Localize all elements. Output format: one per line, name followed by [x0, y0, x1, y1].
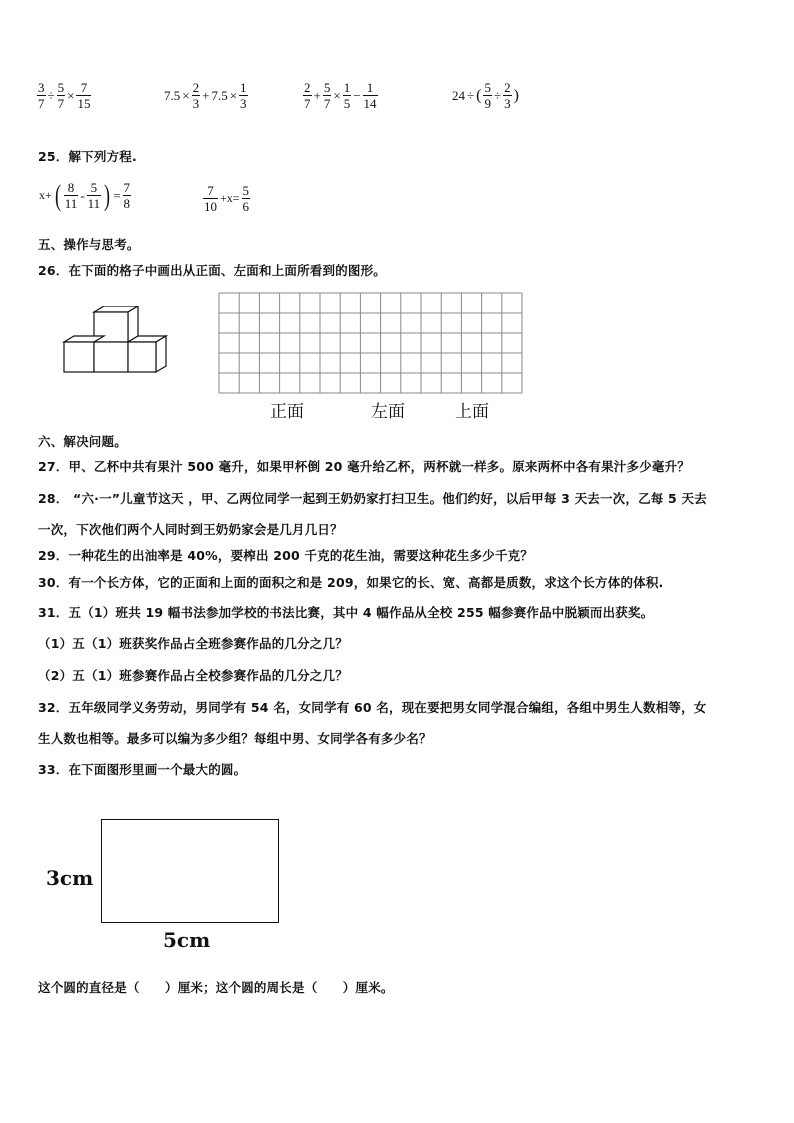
- question-31-part-1: （1）五（1）班获奖作品占全班参赛作品的几分之几？: [38, 636, 348, 651]
- left-paren: (: [476, 86, 482, 104]
- grid-label-left: 左面: [371, 402, 405, 422]
- denominator: 9: [484, 96, 491, 111]
- drawing-grid[interactable]: [218, 292, 526, 394]
- question-28-line-1: 28． “六·一”儿童节这天 ，甲、乙两位同学一起到王奶奶家打扫卫生。他们约好，以后甲每 3 天去一次，乙每 5 天去: [38, 491, 707, 506]
- variable-term: x+: [39, 188, 52, 202]
- number: 24: [452, 87, 465, 103]
- grid-label-front: 正面: [270, 402, 304, 422]
- numerator: 3: [38, 80, 45, 95]
- equals-sign: =: [113, 187, 121, 203]
- numerator: 5: [242, 183, 250, 198]
- question-26: 26．在下面的格子中画出从正面、左面和上面所看到的图形。: [38, 263, 386, 278]
- equation-2: [202, 183, 251, 214]
- question-32-line-1: 32．五年级同学义务劳动，男同学有 54 名，女同学有 60 名，现在要把男女同学混合编组，各组中男生人数相等，女: [38, 700, 707, 715]
- rectangle-figure[interactable]: [101, 819, 279, 923]
- denominator: 3: [504, 96, 511, 111]
- numerator: 2: [504, 80, 511, 95]
- operator: ÷: [493, 87, 502, 103]
- denominator: 11: [87, 196, 101, 211]
- denominator: 3: [192, 96, 200, 111]
- numerator: 7: [80, 80, 88, 95]
- section-5-heading: 五、操作与思考。: [38, 237, 140, 252]
- numerator: 5: [484, 80, 491, 95]
- denominator: 3: [240, 96, 247, 111]
- numerator: 7: [123, 180, 131, 195]
- operator: ×: [229, 87, 238, 103]
- operator: ×: [333, 87, 341, 103]
- denominator: 10: [204, 199, 217, 214]
- number: 7.5: [211, 87, 228, 103]
- operator: ×: [67, 87, 75, 103]
- right-paren: ): [513, 86, 519, 104]
- denominator: 6: [242, 199, 250, 214]
- question-27: 27．甲、乙杯中共有果汁 500 毫升，如果甲杯倒 20 毫升给乙杯，两杯就一样多。原来两杯中各有果汁多少毫升？: [38, 459, 690, 474]
- calc-expression-1: [36, 80, 92, 111]
- grid-label-top: 上面: [455, 402, 489, 422]
- question-31-part-2: （2）五（1）班参赛作品占全校参赛作品的几分之几？: [38, 668, 348, 683]
- numerator: 5: [57, 80, 65, 95]
- left-big-paren: (: [54, 178, 61, 212]
- denominator: 5: [343, 96, 351, 111]
- equation-1: [38, 180, 132, 211]
- question-30: 30．有一个长方体，它的正面和上面的面积之和是 209，如果它的长、宽、高都是质数，求这个长方体的体积.: [38, 575, 664, 590]
- operator: ×: [182, 87, 190, 103]
- question-33-answer: 这个圆的直径是（ ）厘米；这个圆的周长是（ ）厘米。: [38, 980, 394, 995]
- operator: ÷: [47, 87, 55, 103]
- numerator: 1: [366, 80, 374, 95]
- operator: +: [202, 87, 210, 103]
- right-big-paren: ): [104, 178, 111, 212]
- numerator: 7: [207, 183, 214, 198]
- denominator: 15: [77, 96, 91, 111]
- numerator: 2: [192, 80, 200, 95]
- calc-expression-3: [302, 80, 379, 111]
- calc-expression-2: [163, 80, 249, 111]
- operator: +: [313, 87, 321, 103]
- numerator: 5: [323, 80, 331, 95]
- rectangle-height-label: 3cm: [46, 866, 94, 890]
- section-6-heading: 六、解决问题。: [38, 434, 127, 449]
- question-25-title: 25．解下列方程.: [38, 149, 137, 164]
- numerator: 2: [304, 80, 311, 95]
- variable-term: +x=: [220, 191, 240, 205]
- operator: ÷: [467, 87, 475, 103]
- question-31: 31．五（1）班共 19 幅书法参加学校的书法比赛，其中 4 幅作品从全校 255 幅参赛作品中脱颖而出获奖。: [38, 605, 654, 620]
- denominator: 11: [64, 196, 78, 211]
- denominator: 7: [323, 96, 331, 111]
- numerator: 1: [240, 80, 247, 95]
- denominator: 7: [304, 96, 311, 111]
- denominator: 14: [363, 96, 377, 111]
- cube-stack-figure: [60, 306, 170, 378]
- question-33: 33．在下面图形里画一个最大的圆。: [38, 762, 247, 777]
- denominator: 7: [38, 96, 45, 111]
- calc-expression-4: [451, 80, 520, 111]
- numerator: 8: [67, 180, 75, 195]
- numerator: 5: [90, 180, 98, 195]
- denominator: 8: [123, 196, 131, 211]
- rectangle-width-label: 5cm: [163, 928, 211, 952]
- operator: −: [353, 87, 361, 103]
- question-28-line-2: 一次，下次他们两个人同时到王奶奶家会是几月几日？: [38, 522, 343, 537]
- numerator: 1: [343, 80, 351, 95]
- question-29: 29．一种花生的出油率是 40%，要榨出 200 千克的花生油，需要这种花生多少千克？: [38, 548, 534, 563]
- question-32-line-2: 生人数也相等。最多可以编为多少组？每组中男、女同学各有多少名？: [38, 731, 432, 746]
- denominator: 7: [57, 96, 65, 111]
- operator: -: [80, 187, 85, 203]
- number: 7.5: [164, 87, 181, 103]
